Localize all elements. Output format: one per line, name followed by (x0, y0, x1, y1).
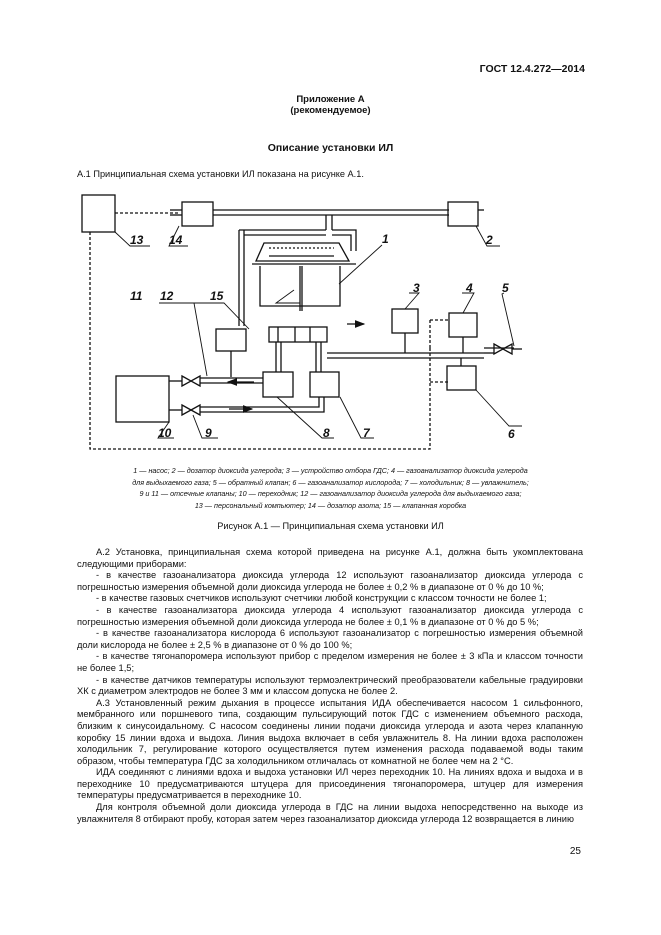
legend-line: 9 и 11 — отсечные клапаны; 10 — переходник; 12 — газоанализатор диоксида углерода для выдыхаемого газа; (139, 489, 522, 498)
schematic-diagram (64, 186, 524, 456)
list-item: - в качестве газовых счетчиков используют счетчики любой конструкции с классом точности не более 1; (96, 593, 547, 604)
paragraph-ida: ИДА соединяют с линиями вдоха и выдоха установки ИЛ через переходник 10. На линиях вдоха и выдоха и в переходнике 10 предусматриваются штуцера для присоединения тягонапоромера, штуцер для измерения температуры предусматривается в переходнике 10. (77, 767, 583, 801)
check-valve-5 (494, 344, 512, 354)
shutoff-valve-11 (182, 376, 200, 386)
humidifier-8 (263, 372, 293, 397)
cooler-7 (310, 372, 339, 397)
list-item: - в качестве газоанализатора диоксида углерода 4 используют газоанализатор диоксида углерода с погрешностью измерения объемной доли диоксида углерода не более ± 0,1 % в диапазоне от 0 % до 5 %; (77, 604, 583, 627)
paragraph-control: Для контроля объемной доли диоксида углерода в ГДС на линии выдоха непосредственно на выходе из увлажнителя 8 отбирают пробу, которая затем через газоанализатор диоксида углерода 12 возвращается в линию (77, 802, 583, 824)
label-5: 5 (502, 281, 509, 295)
nitrogen-dosator-14 (182, 202, 213, 226)
legend-line: 13 — персональный компьютер; 14 — дозатор азота; 15 — клапанная коробка (194, 500, 467, 510)
document-code: ГОСТ 12.4.272—2014 (479, 63, 585, 75)
co2-analyzer-4 (449, 313, 477, 337)
legend-line: для выдыхаемого газа; 5 — обратный клапан; 6 — газоанализатор кислорода; 7 — холодильник; 8 — увлажнитель; (132, 477, 529, 487)
intro-paragraph: А.1 Принципиальная схема установки ИЛ показана на рисунке А.1. (77, 169, 364, 179)
computer-13 (82, 195, 115, 232)
list-item: - в качестве газоанализатора кислорода 6 используют газоанализатор с погрешностью измерения объемной доли кислорода не более ± 2,5 % в диапазоне от 0 % до 100 %; (77, 628, 583, 650)
appendix-heading (0, 94, 661, 116)
o2-analyzer-6 (447, 366, 476, 390)
paragraph-a3: А.3 Установленный режим дыхания в процессе испытания ИДА обеспечивается насосом 1 сильфонного, мембранного или поршневого типа, создающим пульсирующий поток ГДС с изменением объемного расхода, близким к синусоидальному. С насосом соединены линии подачи диоксида углерода и азота через клапанную коробку 15 линии вдоха и выдоха. Линия выдоха включает в себя увлажнитель 8. На линии вдоха расположен холодильник 7, регулирование которого осуществляется путем изменения расхода подаваемой воды таким образом, чтобы температура ГДС за холодильником отличалась от комнатной не более чем на 2 °С. (77, 697, 583, 766)
legend-line: 1 — насос; 2 — дозатор диоксида углерода; 3 — устройство отбора ГДС; 4 — газоанализатор диоксида углерода (133, 466, 528, 475)
appendix-status: (рекомендуемое) (290, 105, 371, 116)
label-11: 11 (130, 289, 143, 303)
figure-caption: Рисунок А.1 — Принципиальная схема установки ИЛ (217, 521, 444, 531)
list-item: - в качестве газоанализатора диоксида углерода 12 используют газоанализатор диоксида углерода с погрешностью измерения объемной доли диоксида углерода не более ± 0,2 % в диапазоне от 0 % до 10 %; (77, 570, 583, 592)
co2-dosator-2 (448, 202, 478, 226)
label-7: 7 (363, 426, 370, 440)
paragraph-a2: А.2 Установка, принципиальная схема которой приведена на рисунке А.1, должна быть укомплектована следующими приборами: (77, 547, 583, 569)
adapter-10 (116, 376, 169, 422)
co2-analyzer-12 (216, 329, 246, 351)
list-item: - в качестве датчиков температуры используют термоэлектрический преобразователи кабельные градуировки ХК с диаметром электродов не более 3 мм и классом допуска не более 2. (77, 674, 583, 697)
label-6: 6 (508, 427, 515, 441)
appendix-title: Приложение А (296, 94, 365, 105)
label-15: 15 (210, 289, 224, 303)
label-3: 3 (413, 281, 420, 295)
label-12: 12 (160, 289, 174, 303)
label-4: 4 (466, 281, 473, 295)
label-1: 1 (382, 232, 389, 246)
section-title: Описание установки ИЛ (267, 142, 394, 154)
page-number: 25 (569, 846, 581, 857)
label-10: 10 (158, 426, 172, 440)
gds-sampler-3 (392, 309, 418, 333)
label-2: 2 (486, 233, 493, 247)
figure-legend (70, 465, 591, 511)
label-13: 13 (130, 233, 144, 247)
label-8: 8 (323, 426, 330, 440)
label-9: 9 (205, 426, 212, 440)
shutoff-valve-9 (182, 405, 200, 415)
body-text (77, 547, 583, 825)
label-14: 14 (169, 233, 183, 247)
list-item: - в качестве тягонапоромера используют прибор с пределом измерения не более ± 3 кПа и классом точности не более 1,5; (77, 651, 583, 673)
